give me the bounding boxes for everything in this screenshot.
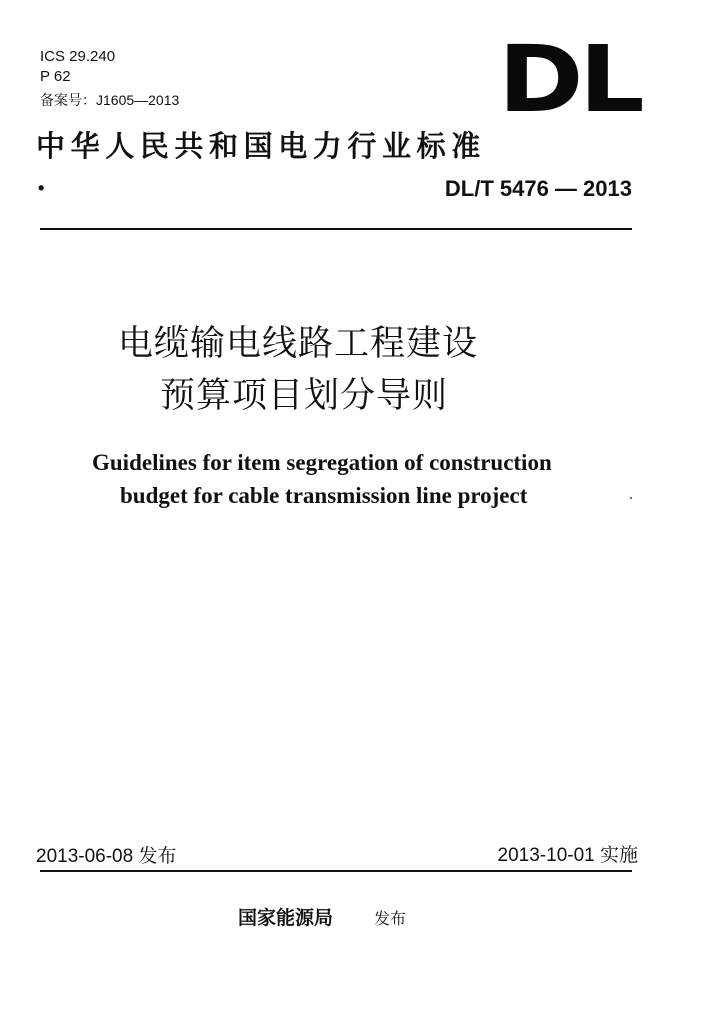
dl-logo: DL [498,26,641,133]
title-chinese-line-1: 电缆输电线路工程建设 [118,324,479,364]
title-english-line-1: Guidelines for item segregation of construction [92,450,552,475]
title-chinese-line-2: 预算项目划分导则 [160,376,449,416]
top-divider [40,228,632,230]
issue-date: 2013-06-08 发布 [36,846,177,867]
effective-date: 2013-10-01 实施 [497,845,638,866]
bottom-divider [40,870,632,872]
standard-code: DL/T 5476 — 2013 [444,176,632,201]
scan-speck [630,497,632,499]
bullet-mark: • [38,178,45,198]
publish-action: 发布 [374,909,407,928]
record-number: 备案号：J1605—2013 [40,92,180,108]
publisher-name: 国家能源局 [238,907,334,929]
ics-code: ICS 29.240 [40,48,116,65]
title-english-line-2: budget for cable transmission line project [120,483,528,508]
standard-series-title: 中华人民共和国电力行业标准 [36,129,486,163]
classification-code: P 62 [40,68,71,85]
